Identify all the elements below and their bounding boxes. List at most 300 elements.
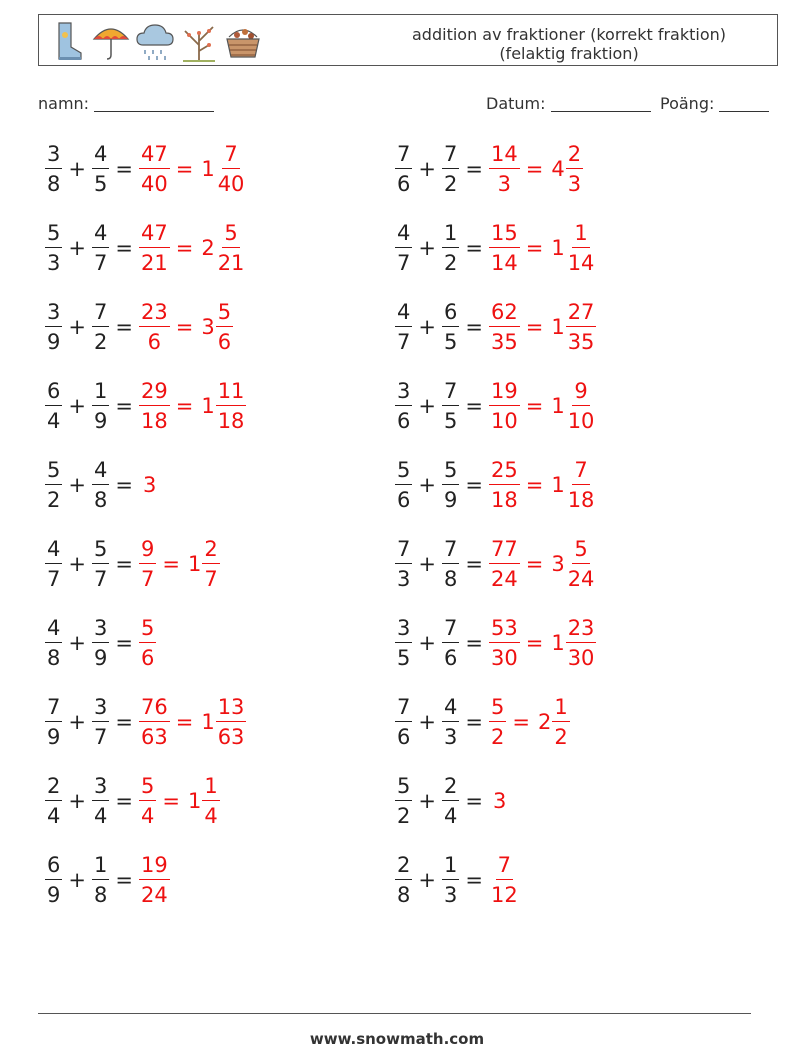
problem-row — [44, 695, 247, 774]
numerator: 4 — [395, 300, 412, 327]
addend-fraction — [92, 458, 109, 512]
mixed-fraction — [216, 142, 247, 196]
numerator: 5 — [442, 458, 459, 485]
denominator: 4 — [140, 804, 155, 828]
addend-fraction — [442, 221, 459, 275]
numerator: 5 — [45, 221, 62, 248]
numerator: 3 — [45, 300, 62, 327]
denominator: 30 — [490, 646, 518, 670]
equals-sign: = — [175, 236, 194, 260]
answer-fraction — [139, 300, 170, 354]
equals-sign: = — [525, 157, 544, 181]
mixed-fraction — [566, 537, 597, 591]
denominator: 9 — [47, 883, 61, 907]
denominator: 9 — [443, 488, 458, 512]
answer-fraction — [139, 774, 156, 828]
addend-fraction — [45, 379, 62, 433]
denominator: 4 — [93, 804, 108, 828]
denominator: 9 — [93, 409, 108, 433]
denominator: 8 — [47, 172, 61, 196]
numerator: 23 — [139, 300, 170, 327]
answer-fraction — [489, 616, 520, 670]
denominator: 63 — [217, 725, 245, 749]
mixed-whole: 1 — [551, 394, 565, 418]
plus-sign: + — [418, 315, 436, 339]
answer-fraction — [139, 537, 156, 591]
plus-sign: + — [68, 710, 86, 734]
mixed-whole: 1 — [201, 157, 215, 181]
problem-row — [394, 695, 597, 774]
denominator: 2 — [397, 804, 411, 828]
problem-row — [394, 616, 597, 695]
denominator: 12 — [490, 883, 518, 907]
addend-fraction — [92, 300, 109, 354]
numerator: 1 — [442, 853, 459, 880]
equals-sign: = — [162, 552, 180, 576]
numerator: 6 — [45, 853, 62, 880]
denominator: 5 — [93, 172, 108, 196]
denominator: 35 — [490, 330, 518, 354]
plus-sign: + — [418, 789, 436, 813]
denominator: 7 — [93, 725, 108, 749]
denominator: 5 — [397, 646, 411, 670]
rain-cloud-icon — [135, 19, 175, 63]
denominator: 40 — [217, 172, 245, 196]
mixed-fraction — [216, 221, 247, 275]
footer-divider — [38, 1013, 751, 1014]
denominator: 8 — [397, 883, 411, 907]
problem-row — [394, 537, 597, 616]
problem-row — [44, 142, 247, 221]
problem-row — [394, 221, 597, 300]
denominator: 14 — [567, 251, 595, 275]
denominator: 24 — [567, 567, 595, 591]
denominator: 7 — [204, 567, 218, 591]
answer-fraction — [489, 537, 520, 591]
plus-sign: + — [68, 315, 86, 339]
denominator: 3 — [397, 567, 411, 591]
mixed-fraction — [216, 379, 247, 433]
numerator: 3 — [92, 616, 109, 643]
numerator: 25 — [489, 458, 520, 485]
addend-fraction — [92, 616, 109, 670]
numerator: 1 — [552, 695, 569, 722]
equals-sign: = — [115, 157, 133, 181]
denominator: 3 — [47, 251, 61, 275]
denominator: 3 — [567, 172, 582, 196]
denominator: 2 — [443, 172, 458, 196]
problem-row — [44, 537, 247, 616]
addend-fraction — [442, 300, 459, 354]
numerator: 5 — [395, 458, 412, 485]
mixed-whole: 1 — [187, 552, 202, 576]
numerator: 19 — [139, 853, 170, 880]
numerator: 7 — [395, 142, 412, 169]
addend-fraction — [395, 774, 412, 828]
mixed-fraction — [202, 537, 219, 591]
umbrella-icon — [91, 19, 131, 63]
plus-sign: + — [68, 236, 86, 260]
plus-sign: + — [68, 552, 86, 576]
plus-sign: + — [418, 157, 436, 181]
problem-column-right — [394, 142, 597, 932]
plus-sign: + — [68, 394, 86, 418]
addend-fraction — [395, 458, 412, 512]
addend-fraction — [395, 379, 412, 433]
numerator: 7 — [442, 616, 459, 643]
addend-fraction — [92, 379, 109, 433]
score-label: Poäng: — [660, 94, 715, 113]
addend-fraction — [442, 458, 459, 512]
equals-sign: = — [175, 394, 194, 418]
addend-fraction — [92, 142, 109, 196]
numerator: 29 — [139, 379, 170, 406]
addend-fraction — [442, 774, 459, 828]
denominator: 3 — [443, 883, 458, 907]
numerator: 3 — [92, 695, 109, 722]
denominator: 2 — [443, 251, 458, 275]
numerator: 7 — [222, 142, 239, 169]
whole-answer: 3 — [492, 789, 507, 813]
denominator: 6 — [397, 488, 411, 512]
equals-sign: = — [162, 789, 180, 813]
equals-sign: = — [525, 236, 544, 260]
denominator: 18 — [567, 488, 595, 512]
numerator: 6 — [442, 300, 459, 327]
denominator: 3 — [443, 725, 458, 749]
denominator: 7 — [93, 251, 108, 275]
date-field — [486, 94, 651, 113]
numerator: 27 — [566, 300, 597, 327]
problem-row — [394, 379, 597, 458]
numerator: 9 — [572, 379, 589, 406]
mixed-whole: 1 — [551, 236, 565, 260]
equals-sign: = — [525, 473, 544, 497]
numerator: 1 — [572, 221, 589, 248]
mixed-whole: 1 — [201, 394, 215, 418]
addend-fraction — [92, 695, 109, 749]
plus-sign: + — [418, 473, 436, 497]
denominator: 7 — [47, 567, 61, 591]
addend-fraction — [442, 616, 459, 670]
numerator: 2 — [566, 142, 583, 169]
denominator: 2 — [93, 330, 108, 354]
numerator: 2 — [442, 774, 459, 801]
numerator: 77 — [489, 537, 520, 564]
denominator: 3 — [497, 172, 512, 196]
mixed-fraction — [566, 616, 597, 670]
equals-sign: = — [115, 710, 133, 734]
plus-sign: + — [418, 394, 436, 418]
equals-sign: = — [465, 394, 483, 418]
denominator: 40 — [140, 172, 168, 196]
equals-sign: = — [465, 236, 483, 260]
numerator: 3 — [395, 379, 412, 406]
plus-sign: + — [68, 473, 86, 497]
equals-sign: = — [465, 552, 483, 576]
name-label: namn: — [38, 94, 90, 113]
denominator: 21 — [140, 251, 168, 275]
numerator: 19 — [489, 379, 520, 406]
numerator: 5 — [222, 221, 239, 248]
answer-fraction — [489, 300, 520, 354]
date-blank[interactable] — [551, 95, 651, 112]
numerator: 5 — [45, 458, 62, 485]
denominator: 30 — [567, 646, 595, 670]
equals-sign: = — [465, 157, 483, 181]
equals-sign: = — [175, 315, 194, 339]
answer-fraction — [489, 221, 520, 275]
addend-fraction — [45, 221, 62, 275]
footer-site: www.snowmath.com — [309, 1030, 485, 1048]
denominator: 4 — [47, 409, 61, 433]
denominator: 35 — [567, 330, 595, 354]
equals-sign: = — [465, 631, 483, 655]
answer-fraction — [489, 142, 520, 196]
plus-sign: + — [68, 789, 86, 813]
mixed-fraction — [566, 458, 597, 512]
problem-row — [44, 221, 247, 300]
denominator: 6 — [397, 725, 411, 749]
problem-row — [394, 458, 597, 537]
denominator: 2 — [554, 725, 568, 749]
numerator: 4 — [45, 616, 62, 643]
mixed-whole: 2 — [537, 710, 552, 734]
plus-sign: + — [418, 552, 436, 576]
denominator: 9 — [47, 725, 61, 749]
mixed-fraction — [216, 695, 247, 749]
answer-fraction — [139, 853, 170, 907]
addend-fraction — [395, 142, 412, 196]
problem-row — [44, 774, 247, 853]
equals-sign: = — [525, 394, 544, 418]
denominator: 6 — [443, 646, 458, 670]
addend-fraction — [395, 537, 412, 591]
addend-fraction — [45, 458, 62, 512]
problem-row — [394, 774, 597, 853]
denominator: 14 — [490, 251, 518, 275]
numerator: 3 — [395, 616, 412, 643]
numerator: 1 — [442, 221, 459, 248]
mixed-whole: 1 — [201, 710, 215, 734]
equals-sign: = — [115, 236, 133, 260]
mixed-fraction — [566, 142, 583, 196]
addend-fraction — [45, 142, 62, 196]
title-line-2: (felaktig fraktion) — [499, 44, 639, 63]
addend-fraction — [45, 537, 62, 591]
numerator: 2 — [202, 537, 219, 564]
mixed-fraction — [566, 300, 597, 354]
addend-fraction — [45, 774, 62, 828]
numerator: 5 — [139, 774, 156, 801]
denominator: 2 — [47, 488, 61, 512]
title-line-1: addition av fraktioner (korrekt fraktion) — [412, 25, 726, 44]
equals-sign: = — [465, 868, 483, 892]
numerator: 1 — [92, 379, 109, 406]
addend-fraction — [45, 695, 62, 749]
numerator: 11 — [216, 379, 247, 406]
denominator: 4 — [443, 804, 458, 828]
problem-row — [44, 616, 247, 695]
equals-sign: = — [115, 315, 133, 339]
equals-sign: = — [525, 631, 544, 655]
mixed-fraction — [202, 774, 219, 828]
mixed-whole: 3 — [201, 315, 215, 339]
answer-fraction — [489, 379, 520, 433]
denominator: 2 — [490, 725, 505, 749]
numerator: 9 — [139, 537, 156, 564]
addend-fraction — [442, 537, 459, 591]
answer-fraction — [139, 142, 170, 196]
numerator: 5 — [572, 537, 589, 564]
equals-sign: = — [115, 789, 133, 813]
numerator: 7 — [395, 695, 412, 722]
mixed-whole: 3 — [551, 552, 565, 576]
mixed-whole: 4 — [551, 157, 565, 181]
addend-fraction — [45, 300, 62, 354]
denominator: 5 — [443, 330, 458, 354]
basket-icon — [223, 19, 263, 63]
problem-column-left — [44, 142, 247, 932]
numerator: 5 — [139, 616, 156, 643]
denominator: 6 — [140, 646, 155, 670]
denominator: 6 — [397, 172, 411, 196]
denominator: 18 — [217, 409, 245, 433]
name-blank[interactable] — [94, 95, 214, 112]
addend-fraction — [45, 616, 62, 670]
answer-fraction — [139, 379, 170, 433]
answer-fraction — [139, 695, 170, 749]
worksheet-title — [369, 25, 769, 63]
equals-sign: = — [115, 868, 133, 892]
denominator: 24 — [490, 567, 518, 591]
numerator: 62 — [489, 300, 520, 327]
numerator: 4 — [92, 142, 109, 169]
plus-sign: + — [418, 236, 436, 260]
numerator: 4 — [395, 221, 412, 248]
addend-fraction — [92, 537, 109, 591]
problem-row — [394, 142, 597, 221]
addend-fraction — [92, 774, 109, 828]
plus-sign: + — [418, 868, 436, 892]
mixed-fraction — [566, 221, 597, 275]
plus-sign: + — [68, 868, 86, 892]
numerator: 23 — [566, 616, 597, 643]
numerator: 3 — [92, 774, 109, 801]
denominator: 63 — [140, 725, 168, 749]
denominator: 8 — [93, 883, 108, 907]
equals-sign: = — [525, 552, 544, 576]
addend-fraction — [395, 853, 412, 907]
denominator: 9 — [47, 330, 61, 354]
boot-icon — [47, 19, 87, 63]
denominator: 21 — [217, 251, 245, 275]
worksheet-header — [38, 14, 778, 66]
numerator: 7 — [442, 537, 459, 564]
addend-fraction — [395, 695, 412, 749]
header-icons — [47, 19, 263, 63]
mixed-fraction — [566, 379, 597, 433]
numerator: 6 — [45, 379, 62, 406]
equals-sign: = — [465, 315, 483, 339]
addend-fraction — [442, 853, 459, 907]
addend-fraction — [92, 853, 109, 907]
denominator: 8 — [443, 567, 458, 591]
denominator: 9 — [93, 646, 108, 670]
numerator: 7 — [442, 379, 459, 406]
problem-row — [44, 458, 247, 537]
mixed-whole: 1 — [551, 315, 565, 339]
equals-sign: = — [465, 710, 483, 734]
equals-sign: = — [115, 552, 133, 576]
addend-fraction — [92, 221, 109, 275]
plus-sign: + — [418, 631, 436, 655]
numerator: 7 — [92, 300, 109, 327]
denominator: 10 — [490, 409, 518, 433]
bare-tree-icon — [179, 19, 219, 63]
plus-sign: + — [418, 710, 436, 734]
numerator: 4 — [442, 695, 459, 722]
answer-fraction — [139, 616, 156, 670]
mixed-whole: 2 — [201, 236, 215, 260]
equals-sign: = — [465, 473, 483, 497]
numerator: 3 — [45, 142, 62, 169]
denominator: 6 — [147, 330, 162, 354]
addend-fraction — [442, 379, 459, 433]
addend-fraction — [442, 142, 459, 196]
numerator: 2 — [45, 774, 62, 801]
numerator: 4 — [45, 537, 62, 564]
numerator: 1 — [92, 853, 109, 880]
answer-fraction — [139, 221, 170, 275]
addend-fraction — [395, 300, 412, 354]
addend-fraction — [395, 221, 412, 275]
numerator: 47 — [139, 142, 170, 169]
equals-sign: = — [175, 157, 194, 181]
denominator: 6 — [217, 330, 232, 354]
numerator: 15 — [489, 221, 520, 248]
score-blank[interactable] — [719, 95, 769, 112]
problem-row — [44, 300, 247, 379]
denominator: 7 — [93, 567, 108, 591]
mixed-whole: 1 — [187, 789, 202, 813]
denominator: 7 — [397, 330, 411, 354]
numerator: 14 — [489, 142, 520, 169]
numerator: 7 — [572, 458, 589, 485]
numerator: 47 — [139, 221, 170, 248]
equals-sign: = — [525, 315, 544, 339]
denominator: 8 — [47, 646, 61, 670]
numerator: 5 — [395, 774, 412, 801]
problem-row — [44, 379, 247, 458]
mixed-fraction — [552, 695, 569, 749]
denominator: 8 — [93, 488, 108, 512]
date-label: Datum: — [486, 94, 546, 113]
numerator: 13 — [216, 695, 247, 722]
mixed-whole: 1 — [551, 473, 565, 497]
numerator: 7 — [496, 853, 513, 880]
equals-sign: = — [465, 789, 483, 813]
addend-fraction — [395, 616, 412, 670]
denominator: 4 — [47, 804, 61, 828]
denominator: 5 — [443, 409, 458, 433]
numerator: 7 — [395, 537, 412, 564]
numerator: 5 — [92, 537, 109, 564]
equals-sign: = — [512, 710, 530, 734]
denominator: 7 — [140, 567, 155, 591]
numerator: 4 — [92, 221, 109, 248]
problem-row — [394, 853, 597, 932]
